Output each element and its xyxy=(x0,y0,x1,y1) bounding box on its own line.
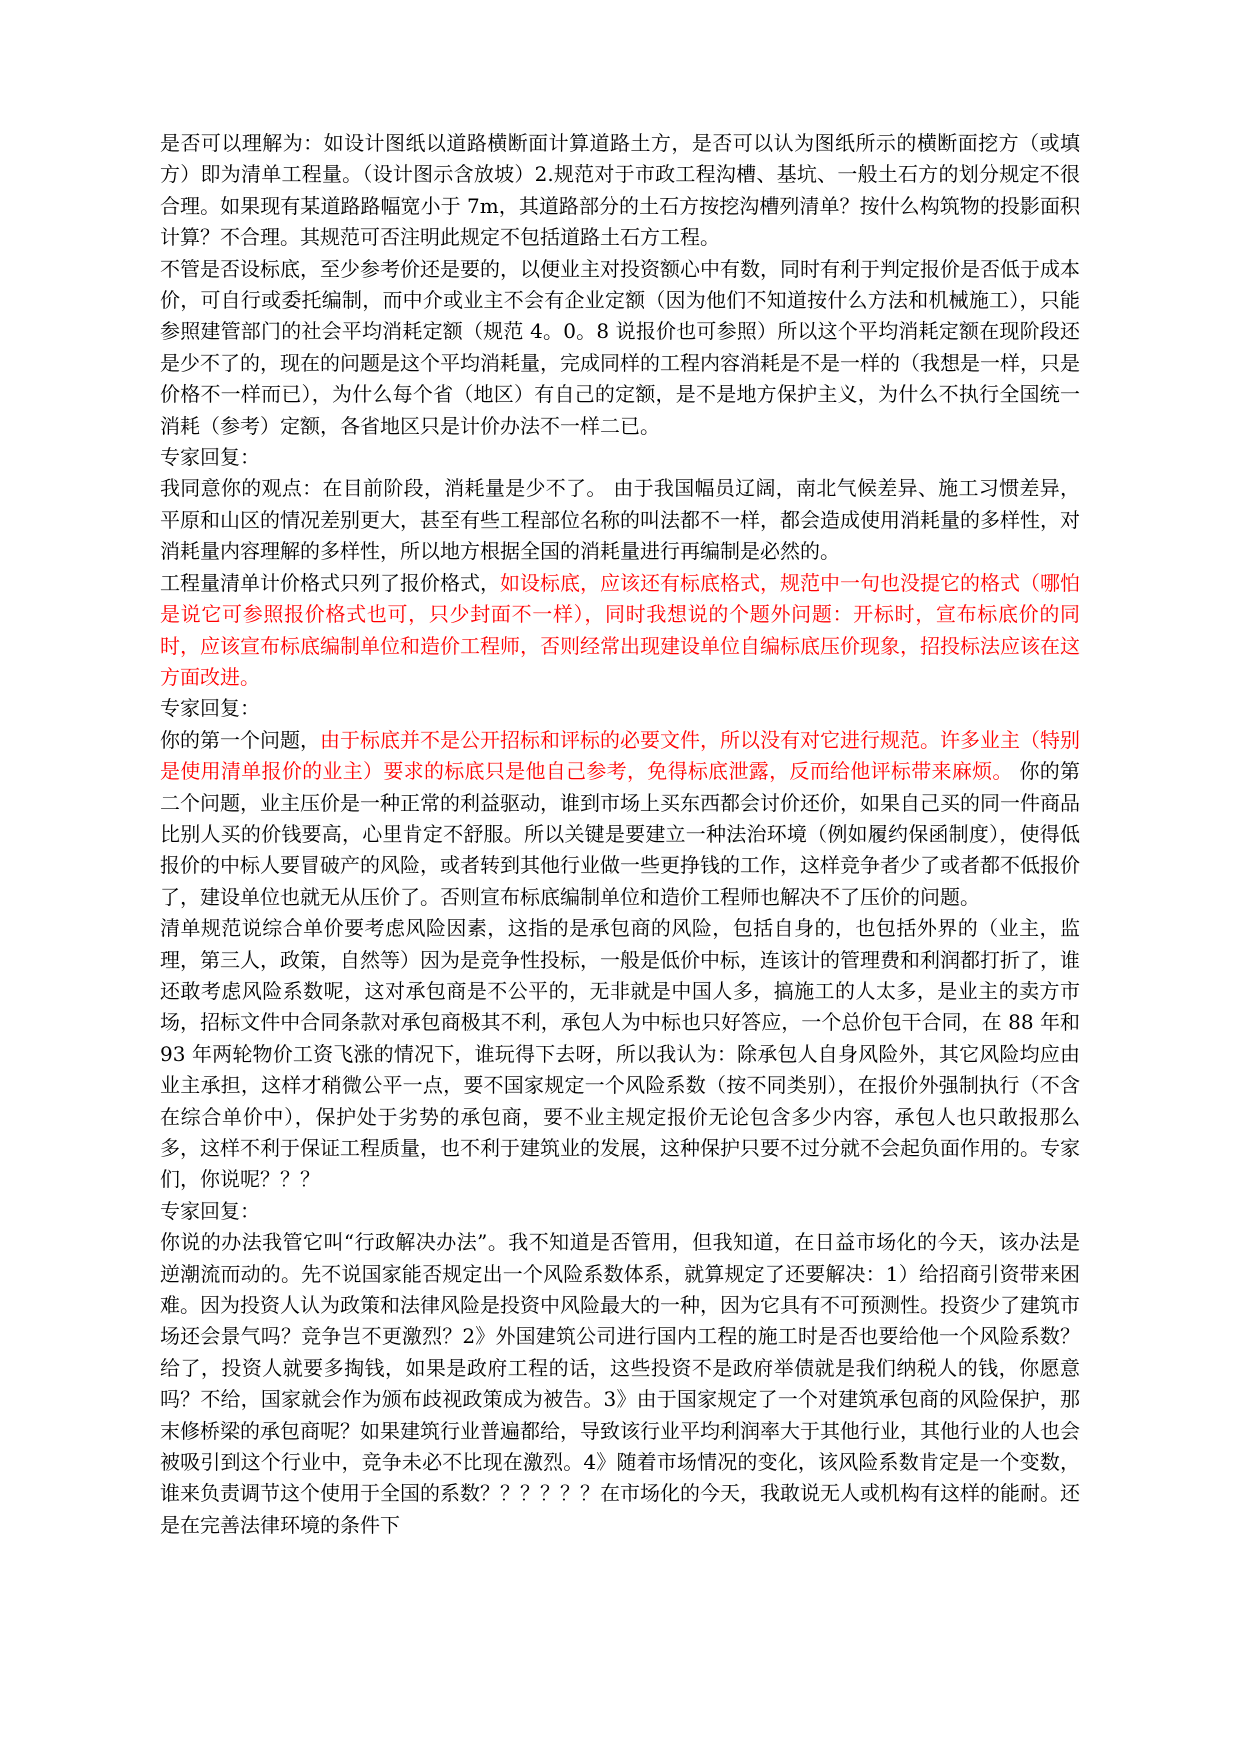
paragraph xyxy=(160,1227,1080,1541)
text-segment: 你说的办法我管它叫“行政解决办法”。我不知道是否管用，但我知道，在日益市场化的今天，该办法是逆潮流而动的。先不说国家能否规定出一个风险系数体系，就算规定了还要解决：1）给招商引资带来困难。因为投资人认为政策和法律风险是投资中风险最大的一种，因为它具有不可预测性。投资少了建筑市场还会景气吗？竞争岂不更激烈？2》外国建筑公司进行国内工程的施工时是否也要给他一个风险系数？给了，投资人就要多掏钱，如果是政府工程的话，这些投资不是政府举债就是我们纳税人的钱，你愿意吗？不给，国家就会作为颁布歧视政策成为被告。3》由于国家规定了一个对建筑承包商的风险保护，那末修桥梁的承包商呢？如果建筑行业普遍都给，导致该行业平均利润率大于其他行业，其他行业的人也会被吸引到这个行业中，竞争未必不比现在激烈。4》随着市场情况的变化，该风险系数肯定是一个变数，谁来负责调节这个使用于全国的系数？？？？？？在市场化的今天，我敢说无人或机构有这样的能耐。还是在完善法律环境的条件下 xyxy=(160,1230,1080,1537)
text-segment: 专家回复： xyxy=(160,445,260,470)
document-body xyxy=(160,128,1080,1541)
text-segment: 我同意你的观点：在目前阶段，消耗量是少不了。 由于我国幅员辽阔，南北气候差异、施工习惯差异，平原和山区的情况差别更大，甚至有些工程部位名称的叫法都不一样，都会造成使用消耗量的多样性，对消耗量内容理解的多样性，所以地方根据全国的消耗量进行再编制是必然的。 xyxy=(160,476,1080,564)
paragraph xyxy=(160,693,1080,724)
paragraph xyxy=(160,913,1080,1196)
text-segment: 是否可以理解为：如设计图纸以道路横断面计算道路土方，是否可以认为图纸所示的横断面挖方（或填方）即为清单工程量。（设计图示含放坡）2.规范对于市政工程沟槽、基坑、一般土石方的划分规定不很合理。如果现有某道路路幅宽小于 7m，其道路部分的土石方按挖沟槽列清单？按什么构筑物的投影面积计算？不合理。其规范可否注明此规定不包括道路土石方工程。 xyxy=(160,131,1080,250)
text-segment: 你的第一个问题， xyxy=(160,727,320,752)
paragraph xyxy=(160,568,1080,694)
paragraph xyxy=(160,128,1080,254)
text-segment: 工程量清单计价格式只列了报价格式， xyxy=(160,570,500,595)
paragraph xyxy=(160,725,1080,913)
highlighted-text: 由于标底并不是公开招标和评标的必要文件，所以没有对它进行规范。许多业主（特别是使用清单报价的业主）要求的标底只是他自己参考，免得标底泄露，反而给他评标带来麻烦。 xyxy=(160,727,1080,784)
text-segment: 专家回复： xyxy=(160,1198,260,1223)
text-segment: 专家回复： xyxy=(160,696,260,721)
highlighted-text: 如设标底，应该还有标底格式，规范中一句也没提它的格式（哪怕是说它可参照报价格式也可，只少封面不一样），同时我想说的个题外问题：开标时，宣布标底价的同时，应该宣布标底编制单位和造价工程师，否则经常出现建设单位自编标底压价现象，招投标法应该在这方面改进。 xyxy=(160,570,1080,689)
paragraph xyxy=(160,254,1080,442)
paragraph xyxy=(160,473,1080,567)
paragraph xyxy=(160,442,1080,473)
text-segment: 不管是否设标底，至少参考价还是要的，以便业主对投资额心中有数，同时有利于判定报价是否低于成本价，可自行或委托编制，而中介或业主不会有企业定额（因为他们不知道按什么方法和机械施工），只能参照建管部门的社会平均消耗定额（规范 4。0。8 说报价也可参照）所以这个平均消耗定额在现阶段还是少不了的，现在的问题是这个平均消耗量，完成同样的工程内容消耗是不是一样的（我想是一样，只是价格不一样而已），为什么每个省（地区）有自己的定额，是不是地方保护主义，为什么不执行全国统一消耗（参考）定额，各省地区只是计价办法不一样二已。 xyxy=(160,256,1080,438)
text-segment: 清单规范说综合单价要考虑风险因素，这指的是承包商的风险，包括自身的，也包括外界的（业主，监理，第三人，政策，自然等）因为是竞争性投标，一般是低价中标，连该计的管理费和利润都打折了，谁还敢考虑风险系数呢，这对承包商是不公平的，无非就是中国人多，搞施工的人太多，是业主的卖方市场，招标文件中合同条款对承包商极其不利，承包人为中标也只好答应，一个总价包干合同，在 88 年和 93 年两轮物价工资飞涨的情况下，谁玩得下去呀，所以我认为：除承包人自身风险外，其它风险均应由业主承担，这样才稍微公平一点，要不国家规定一个风险系数（按不同类别），在报价外强制执行（不含在综合单价中），保护处于劣势的承包商，要不业主规定报价无论包含多少内容，承包人也只敢报那么多，这样不利于保证工程质量，也不利于建筑业的发展，这种保护只要不过分就不会起负面作用的。专家们，你说呢？？？ xyxy=(160,916,1080,1192)
text-segment: 你的第二个问题，业主压价是一种正常的利益驱动，谁到市场上买东西都会讨价还价，如果自己买的同一件商品比别人买的价钱要高，心里肯定不舒服。所以关键是要建立一种法治环境（例如履约保函制度），使得低报价的中标人要冒破产的风险，或者转到其他行业做一些更挣钱的工作，这样竞争者少了或者都不低报价了，建设单位也就无从压价了。否则宣布标底编制单位和造价工程师也解决不了压价的问题。 xyxy=(160,759,1081,909)
paragraph xyxy=(160,1196,1080,1227)
